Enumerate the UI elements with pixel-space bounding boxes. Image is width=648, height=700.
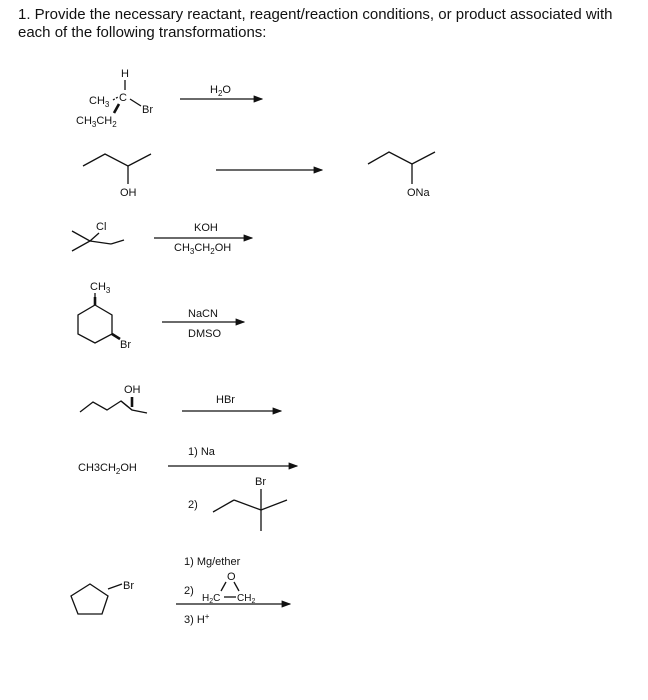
- reagent-below: $CH_3CH_2OH$: [174, 242, 232, 256]
- reagent-water: $H_2O$: [210, 84, 231, 98]
- wedge-bond: [112, 334, 120, 339]
- reaction-5: [80, 384, 281, 413]
- reaction-7: [71, 556, 290, 626]
- wedge-bond: [114, 104, 119, 113]
- carbon-chain: [83, 154, 151, 166]
- bond-line: [90, 233, 99, 241]
- bond-line: [221, 582, 226, 591]
- bond-line: [234, 582, 239, 591]
- reagent-above: NaCN: [188, 308, 218, 320]
- hashed-bond: [113, 97, 118, 100]
- reaction-1: [76, 68, 262, 129]
- reactant-2-alcohol: [83, 154, 151, 199]
- question-title: 1. Provide the necessary reactant, reagent/reaction conditions, or product associated with each of the following transformations:: [18, 6, 613, 41]
- bond-line: [234, 500, 261, 510]
- oxygen-label: O: [227, 571, 236, 583]
- bond-line: [108, 584, 122, 589]
- methylene-label: $H_2C$: [202, 593, 221, 605]
- carbon-chain: [80, 401, 147, 413]
- methyl-label: $CH_3$: [90, 281, 111, 295]
- reagent-step2: 2): [188, 499, 198, 511]
- reaction-2: [83, 152, 435, 199]
- cyclopentane-ring: [71, 584, 108, 614]
- carbon-label: C: [119, 92, 127, 104]
- bond-line: [121, 401, 132, 410]
- bromine-label: Br: [255, 476, 266, 488]
- bond-line: [213, 500, 234, 512]
- reagent-step3: 3) H+: [184, 612, 210, 626]
- chlorine-label: Cl: [96, 221, 107, 233]
- carbon-chain: [72, 231, 90, 251]
- reactant-7-cyclopentyl-bromide: [71, 580, 134, 614]
- ethyl-label: $CH_3CH_2$: [76, 115, 117, 129]
- reagent-step1: 1) Mg/ether: [184, 556, 241, 568]
- bromine-label: Br: [120, 339, 131, 351]
- reagent-above: KOH: [194, 222, 218, 234]
- reagent-below: DMSO: [188, 328, 221, 340]
- reactant-3-chloride: [72, 221, 124, 251]
- bromine-label: Br: [142, 104, 153, 116]
- bond-line: [130, 99, 141, 106]
- methyl-label: $CH_3$: [89, 95, 110, 109]
- reactant-1-chiral-bromide: [76, 68, 153, 129]
- bromine-label: Br: [123, 580, 134, 592]
- bond-line: [261, 500, 287, 510]
- reactant-6-ethanol: $CH3CH_2OH$: [78, 462, 137, 476]
- reaction-6: [78, 446, 297, 531]
- bond-line: [111, 240, 124, 244]
- methylene-label: $CH_2$: [237, 593, 256, 605]
- cyclohexane-ring: [78, 305, 112, 343]
- reagent-step2: 2): [184, 585, 194, 597]
- carbon-chain: [368, 152, 435, 164]
- hydroxyl-label: OH: [124, 384, 141, 396]
- reactant-4-cyclohexyl-bromide: [78, 281, 131, 351]
- hydrogen-label: H: [121, 68, 129, 80]
- reagent-above: HBr: [216, 394, 235, 406]
- bond-line: [90, 241, 111, 244]
- reaction-3: [72, 221, 252, 256]
- hydroxyl-label: OH: [120, 187, 137, 199]
- reaction-4: [78, 281, 244, 351]
- epoxide-structure: [202, 571, 255, 605]
- alkyl-bromide-structure: [213, 476, 287, 531]
- reactant-5-alcohol: [80, 384, 147, 413]
- alkoxide-label: ONa: [407, 187, 430, 199]
- reagent-step1: 1) Na: [188, 446, 215, 458]
- product-2-alkoxide: [368, 152, 435, 199]
